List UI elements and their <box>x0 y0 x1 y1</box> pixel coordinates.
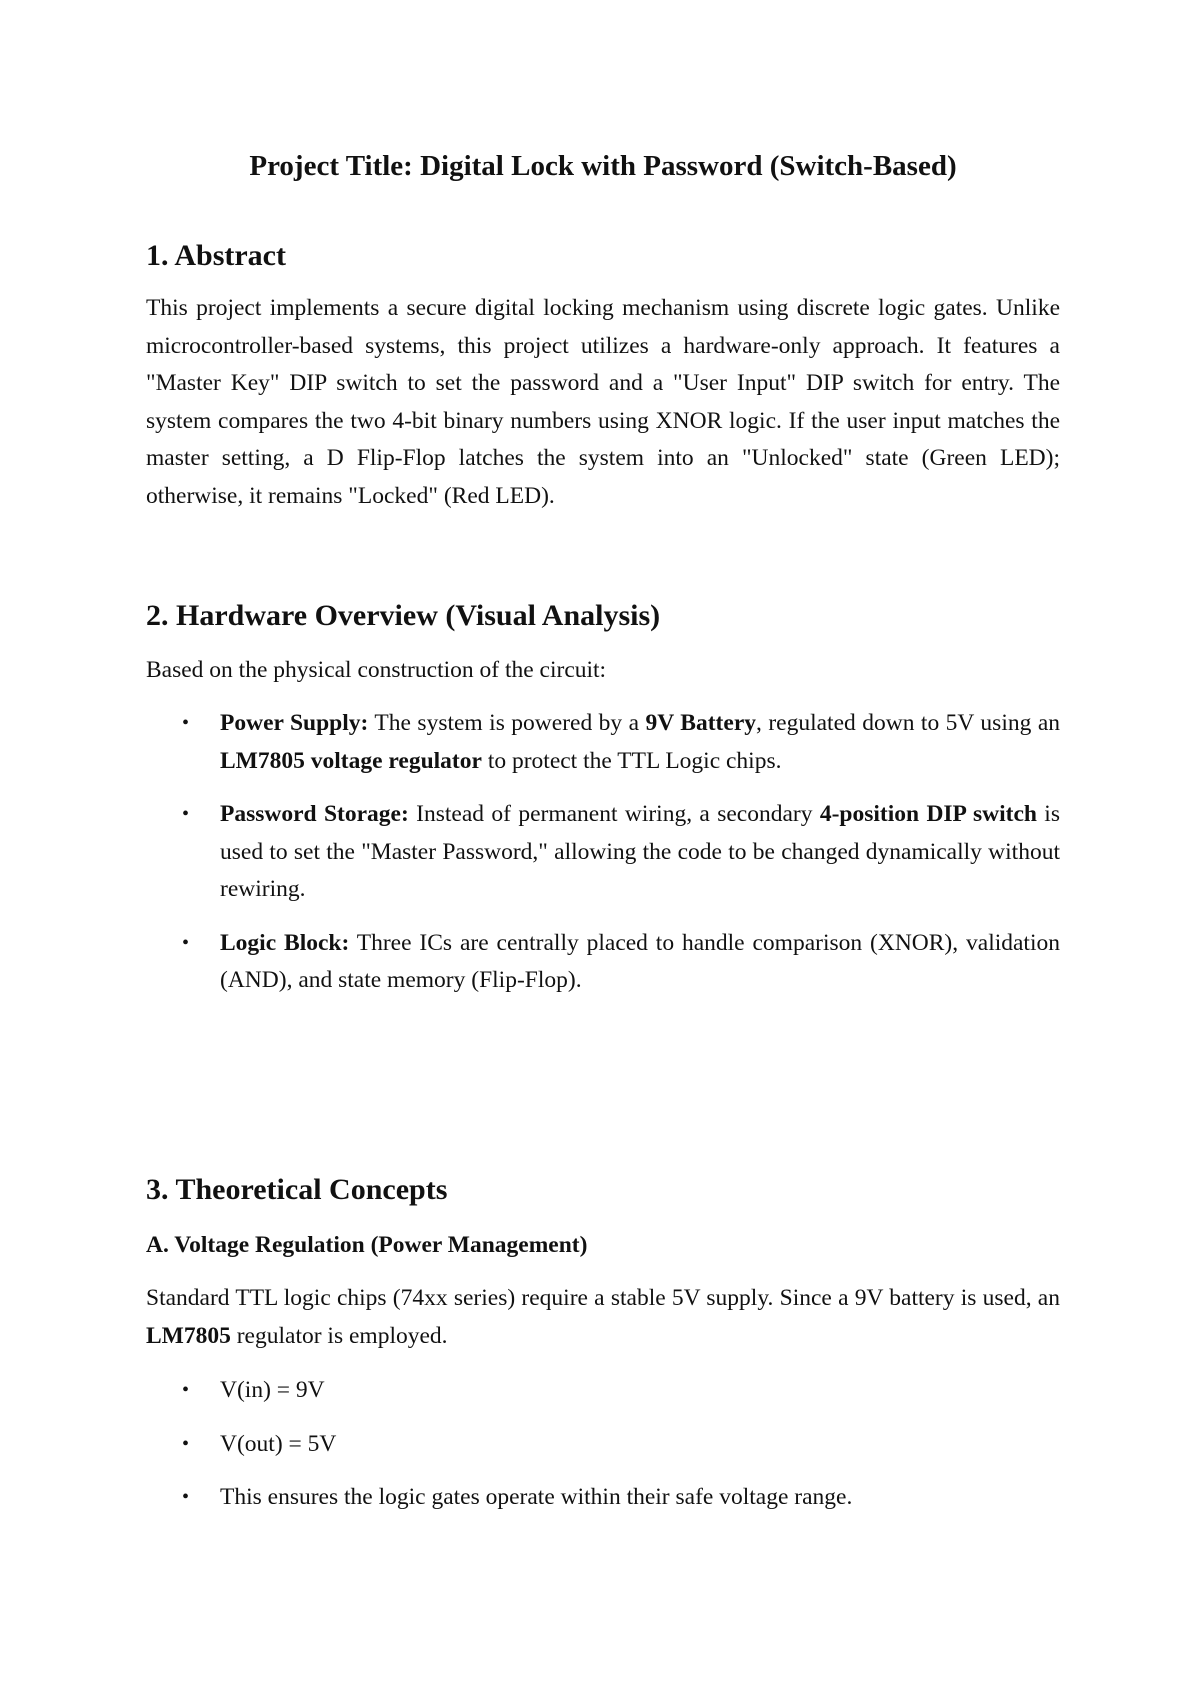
bullet-bold-text: 4-position DIP switch <box>819 801 1037 827</box>
bullet-dot-icon: • <box>182 1486 190 1508</box>
theory-bullet-list <box>146 1372 1060 1517</box>
bullet-text: The system is powered by a <box>368 710 646 736</box>
bullet-text: This ensures the logic gates operate within their safe voltage range. <box>220 1484 853 1510</box>
bullet-dot-icon: • <box>182 712 190 734</box>
section-heading-abstract: 1. Abstract <box>146 239 286 272</box>
bullet-dot-icon: • <box>182 1432 190 1455</box>
hardware-bullet-list <box>146 705 1060 1000</box>
bullet-label: Power Supply: <box>220 710 369 736</box>
bullet-label: Logic Block: <box>220 929 350 956</box>
bullet-bold-text: 9V Battery <box>645 710 756 736</box>
subsection-heading-voltage-regulation: A. Voltage Regulation (Power Management) <box>146 1232 588 1258</box>
bullet-text: Instead of permanent wiring, a secondary <box>408 801 820 827</box>
list-item <box>146 1426 1060 1464</box>
bullet-text: Three ICs are centrally placed to handle comparison (XNOR), validation (AND), and state memory (Flip-Flop). <box>220 929 1060 993</box>
bullet-dot-icon: • <box>182 931 190 954</box>
bullet-text: , regulated down to 5V using an <box>756 710 1061 736</box>
list-item <box>146 1372 1060 1410</box>
list-item <box>146 796 1060 909</box>
paragraph-text: Standard TTL logic chips (74xx series) require a stable 5V supply. Since a 9V battery is used, an <box>146 1285 1060 1311</box>
paragraph-text: regulator is employed. <box>230 1322 448 1349</box>
list-item <box>146 1479 1060 1517</box>
bullet-dot-icon: • <box>182 803 190 825</box>
theory-paragraph <box>146 1280 1060 1355</box>
page-title: Project Title: Digital Lock with Password (Switch-Based) <box>249 150 957 182</box>
bullet-label: Password Storage: <box>220 801 409 827</box>
bullet-dot-icon: • <box>182 1379 190 1401</box>
list-item <box>146 925 1060 1000</box>
bullet-text: to protect the TTL Logic chips. <box>481 747 782 774</box>
bullet-text: V(in) = 9V <box>220 1377 325 1403</box>
section-heading-theory: 3. Theoretical Concepts <box>146 1173 448 1206</box>
paragraph-bold-text: LM7805 <box>146 1322 231 1349</box>
section-heading-hardware: 2. Hardware Overview (Visual Analysis) <box>146 599 661 632</box>
bullet-text: V(out) = 5V <box>220 1430 337 1457</box>
bullet-bold-text: LM7805 voltage regulator <box>220 747 482 774</box>
abstract-paragraph: This project implements a secure digital locking mechanism using discrete logic gates. Unlike microcontroller-based systems, this project utilizes a hardware-only approach. It features a "Master Key" DIP switch to set the password and a "User Input" DIP switch for entry. The system compares the two 4-bit binary numbers using XNOR logic. If the user input matches the master setting, a D Flip-Flop latches the system into an "Unlocked" state (Green LED); otherwise, it remains "Locked" (Red LED). <box>146 295 1060 509</box>
list-item <box>146 705 1060 780</box>
bullet-text: is used to set the "Master Password," allowing the code to be changed dynamically without rewiring. <box>220 801 1060 902</box>
hardware-intro: Based on the physical construction of the circuit: <box>146 657 607 683</box>
